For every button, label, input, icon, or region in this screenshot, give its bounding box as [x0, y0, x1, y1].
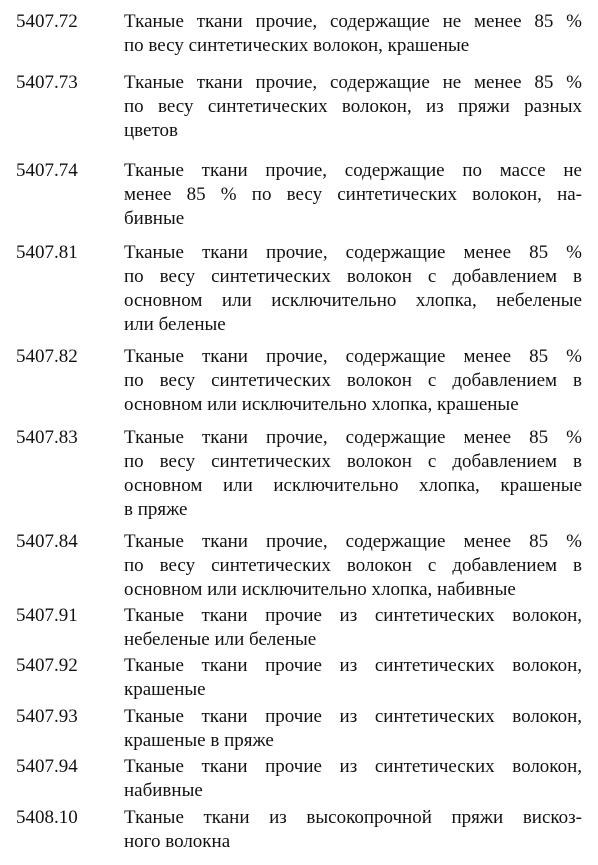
- entry-description: [124, 755, 582, 803]
- description-line: основном или исключительно хлопка, небеленые: [124, 290, 582, 311]
- entry-code: 5407.74: [16, 160, 78, 181]
- entry-description: [124, 71, 582, 143]
- description-line: Тканые ткани прочие, содержащие менее 85 %: [124, 242, 582, 263]
- entry-code: 5407.83: [16, 427, 78, 448]
- description-line: основном или исключительно хлопка, крашеные: [124, 394, 519, 415]
- description-line: по весу синтетических волокон с добавлением в: [124, 451, 582, 472]
- description-line: менее 85 % по весу синтетических волокон, на-: [124, 184, 582, 205]
- description-line: по весу синтетических волокон с добавлением в: [124, 266, 582, 287]
- entry-code: 5407.73: [16, 72, 78, 93]
- entry-description: [124, 10, 582, 58]
- entry-code: 5407.72: [16, 11, 78, 32]
- description-line: набивные: [124, 780, 203, 801]
- description-line: Тканые ткани прочие, содержащие менее 85 %: [124, 427, 582, 448]
- description-line: Тканые ткани из высокопрочной пряжи вискоз-: [124, 807, 582, 828]
- description-line: крашеные: [124, 679, 206, 700]
- entry-description: [124, 530, 582, 602]
- entry-code: 5407.82: [16, 346, 78, 367]
- entry-description: [124, 604, 582, 652]
- description-line: Тканые ткани прочие, содержащие по массе не: [124, 160, 582, 181]
- entry-description: [124, 705, 582, 753]
- entry-description: [124, 426, 582, 522]
- description-line: Тканые ткани прочие из синтетических волокон,: [124, 655, 582, 676]
- description-line: основном или исключительно хлопка, набивные: [124, 579, 516, 600]
- description-line: бивные: [124, 208, 185, 229]
- entry-code: 5407.81: [16, 242, 78, 263]
- description-line: цветов: [124, 120, 178, 141]
- entry-description: [124, 806, 582, 854]
- entry-code: 5408.10: [16, 807, 78, 828]
- description-line: Тканые ткани прочие, содержащие не менее 85 %: [124, 72, 582, 93]
- entry-code: 5407.91: [16, 605, 78, 626]
- description-line: Тканые ткани прочие, содержащие менее 85 %: [124, 346, 582, 367]
- entry-code: 5407.93: [16, 706, 78, 727]
- description-line: Тканые ткани прочие, содержащие не менее 85 %: [124, 11, 582, 32]
- description-line: или беленые: [124, 314, 226, 335]
- description-line: Тканые ткани прочие, содержащие менее 85 %: [124, 531, 582, 552]
- entry-code: 5407.84: [16, 531, 78, 552]
- description-line: крашеные в пряже: [124, 730, 274, 751]
- description-line: основном или исключительно хлопка, крашеные: [124, 475, 582, 496]
- description-line: Тканые ткани прочие из синтетических волокон,: [124, 756, 582, 777]
- entry-code: 5407.94: [16, 756, 78, 777]
- description-line: Тканые ткани прочие из синтетических волокон,: [124, 605, 582, 626]
- description-line: по весу синтетических волокон с добавлением в: [124, 555, 582, 576]
- description-line: в пряже: [124, 499, 188, 520]
- entry-code: 5407.92: [16, 655, 78, 676]
- description-line: по весу синтетических волокон с добавлением в: [124, 370, 582, 391]
- description-line: Тканые ткани прочие из синтетических волокон,: [124, 706, 582, 727]
- entry-description: [124, 241, 582, 337]
- description-line: по весу синтетических волокон, из пряжи разных: [124, 96, 582, 117]
- description-line: небеленые или беленые: [124, 629, 317, 650]
- description-line: ного волокна: [124, 831, 231, 852]
- entry-description: [124, 159, 582, 231]
- entry-description: [124, 345, 582, 417]
- description-line: по весу синтетических волокон, крашеные: [124, 35, 470, 56]
- entry-description: [124, 654, 582, 702]
